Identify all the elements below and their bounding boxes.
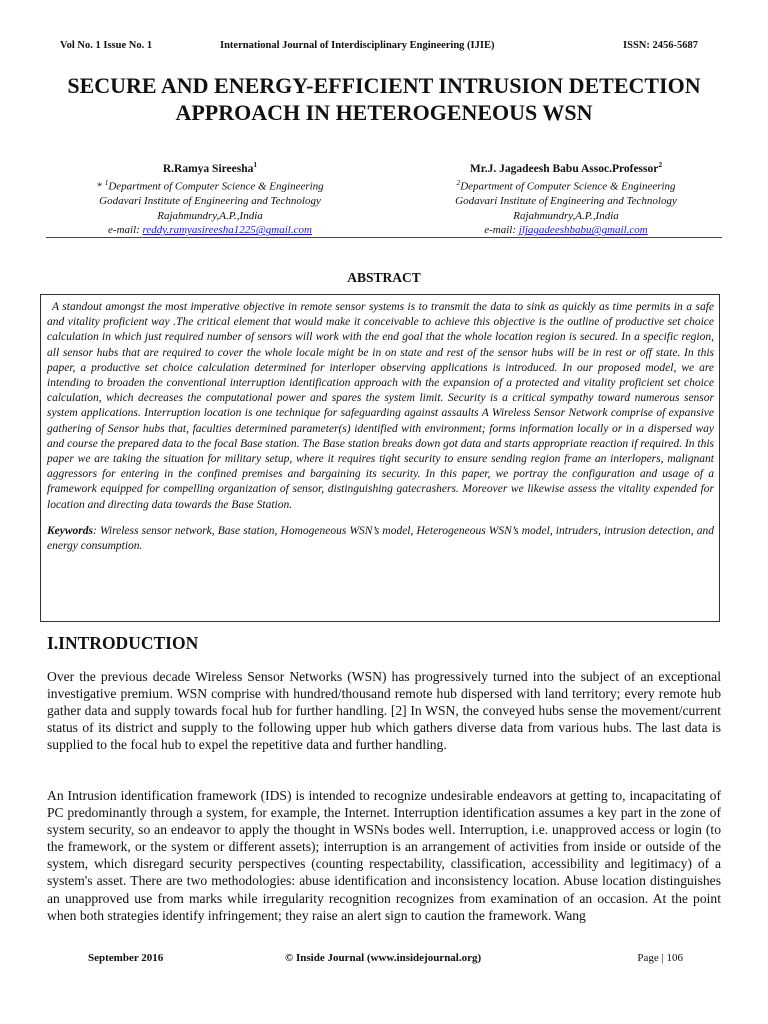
author-institute: Godavari Institute of Engineering and Technology: [99, 195, 321, 208]
keywords: [47, 524, 714, 554]
footer-date: September 2016: [88, 952, 164, 964]
footer-page-number: Page | 106: [637, 952, 683, 964]
paper-title-line-1: SECURE AND ENERGY-EFFICIENT INTRUSION DETECTION: [67, 73, 701, 98]
author-name: Mr.J. Jagadeesh Babu Assoc.Professor$^2$: [469, 160, 663, 175]
author-institute: Godavari Institute of Engineering and Technology: [455, 195, 677, 208]
author-block-1: [40, 158, 380, 238]
paper-title-line-2: APPROACH IN HETEROGENEOUS WSN: [175, 100, 593, 125]
author-location: Rajahmundry,A.P.,India: [513, 209, 619, 222]
abstract-box: [40, 294, 720, 622]
author-email-link[interactable]: jljagadeeshbabu@gmail.com: [518, 224, 648, 237]
footer-journal: © Inside Journal (www.insidejournal.org): [285, 952, 482, 964]
section-heading: I.INTRODUCTION: [47, 633, 199, 653]
header-journal: International Journal of Interdisciplinary Engineering (IJIE): [220, 40, 495, 51]
keywords-label: Keywords: [47, 524, 93, 537]
header-volume: Vol No. 1 Issue No. 1: [60, 40, 153, 51]
page-footer: [88, 952, 718, 968]
abstract-heading: ABSTRACT: [347, 270, 421, 285]
author-department: * $^1$Department of Computer Science & Engineering: [96, 178, 324, 193]
author-name: R.Ramya Sireesha$^1$: [162, 160, 258, 175]
page-header: [50, 40, 718, 56]
author-email-line: e-mail: jljagadeeshbabu@gmail.com: [484, 224, 648, 237]
header-issn: ISSN: 2456-5687: [623, 40, 698, 51]
abstract-text: A standout amongst the most imperative objective in remote sensor systems is to transmit the data to sink as quickly as time permits in a safe and vitality proficient way .The critical element that would make it conceivable to achieve this objective is the outline of productive set choice calculation in which just required number of sensors will work with the end goal that the whole location region is secured. In a specific region, all sensor hubs that are required to cover the whole locale might be in on state and rest of the sensor hubs will be in rest or off state. In this paper, a productive set choice calculation determined for interloper observing applications is introduced. In our proposed model, we are intending to broaden the conventional interruption identification approach with the expansion of a protected and vitality proficient set choice calculation, which decreases the computational power and spares the system limit. Security is a critical sympathy toward numerous sensor system applications. Interruption location is one technique for safeguarding against assaults A Wireless Sensor Network comprise of expansive gathering of Sensor hubs that, faculties determined parameter(s) identified with environment; forms information locally or in a dispersed way and course the prepared data to the focal Base station. The Base station breaks down got data and starts appropriate reaction if required. In this paper we are taking the situation for military setup, where it requires tight security to ensure sending region frame an interlopers, malignant aggressors for entering in the confined premises and bargaining its security. In this paper, we portray the configuration and usage of a framework equipped for compelling organization of sensor, distinguishing gatecrashers. Moreover we likewise assess the vitality expended for location and directing data towards the Base Station.: [47, 301, 714, 511]
author-department: $^2$Department of Computer Science & Engineering: [456, 178, 676, 193]
paper-title: [40, 72, 728, 126]
author-block-2: [396, 158, 736, 238]
author-location: Rajahmundry,A.P.,India: [157, 209, 263, 222]
header-divider: [46, 237, 722, 238]
body-paragraph-2: An Intrusion identification framework (IDS) is intended to recognize undesirable endeavors at getting to, incapacitating of PC predominantly through a system, for example, the Internet. Interruption identification assumes a key part in the zone of system security, so an endeavor to apply the thought in WSNs bodes well. Interruption, i.e. unapproved access or login (to the framework, or the system or different assets); interruption is an arrangement of activities from inside or outside of the system, which disregard security perspectives (counting respectability, classification, accessibility and legitimacy) of a system's asset. There are two methodologies: abuse identification and inconsistency location. Abuse location distinguishes an unapproved use from marks while irregularity recognition recognizes from examination of an occasion. At the point when both strategies identify infringement; they raise an alert sign to caution the framework. Wang: [47, 788, 721, 923]
keywords-text: : Wireless sensor network, Base station, Homogeneous WSN’s model, Heterogeneous WSN’s model, intruders, intrusion detection, and energy consumption.: [47, 524, 714, 553]
author-email-link[interactable]: reddy.ramyasireesha1225@gmail.com: [142, 224, 312, 237]
author-email-line: e-mail: reddy.ramyasireesha1225@gmail.com: [108, 224, 312, 237]
body-paragraph-1: Over the previous decade Wireless Sensor Networks (WSN) has progressively turned into the subject of an exceptional investigative premium. WSN comprise with hundred/thousand remote hub dispersed with land territory; every remote hub gather data and supply towards focal hub for further handling. [2] In WSN, the conveyed hubs sense the movement/current status of its district and supply to the following upper hub which gathers diverse data from various hubs. The last data is supplied to the focal hub to expel the repetitive data and further handling.: [47, 669, 721, 753]
